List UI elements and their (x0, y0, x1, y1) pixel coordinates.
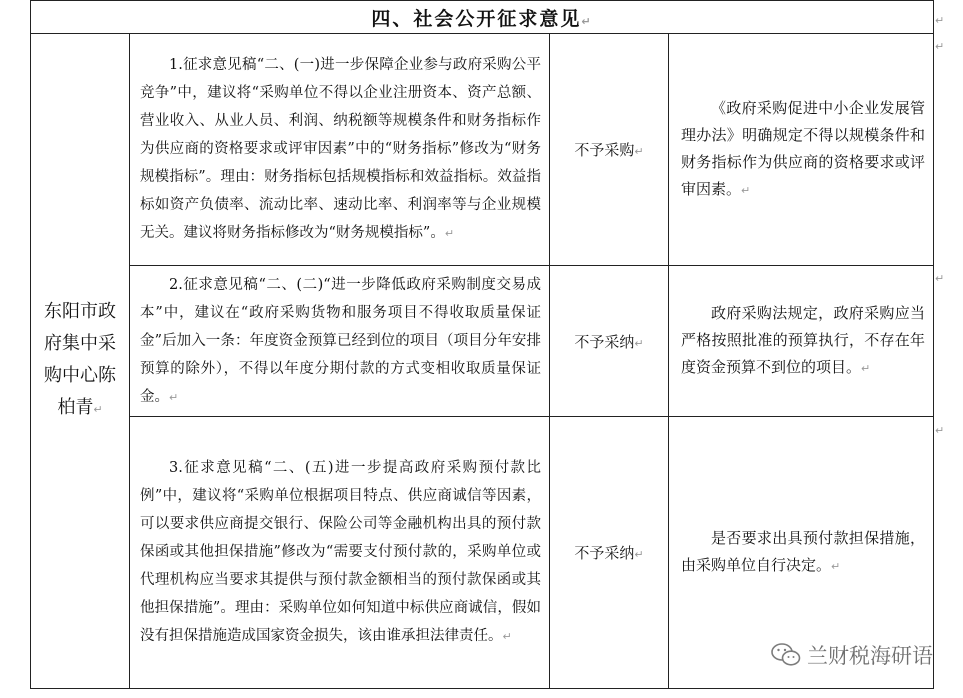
opinion-text: 2.征求意见稿“二、(二)“进一步降低政府采购制度交易成本”中，建议在“政府采购货物和服务项目不得收取质量保证金”后加入一条：年度资金预算已经到位的项目（项目分年安排预算的除外），不得以年度分期付款的方式变相收取质量保证金。 (140, 276, 541, 405)
verdict-cell (550, 34, 669, 266)
opinion-text: 3.征求意见稿“二、(五)进一步提高政府采购预付款比例”中，建议将“采购单位根据项目特点、供应商诚信等因素，可以要求供应商提交银行、保险公司等金融机构出具的预付款保函或其他担保措施”修改为“需要支付预付款的，采购单位或代理机构应当要求其提供与预付款金额相当的预付款保函或其他担保措施”。理由：采购单位如何知道中标供应商诚信，假如没有担保措施造成国家资金损失，该由谁承担法律责任。 (140, 460, 541, 644)
watermark (771, 640, 933, 670)
verdict-text: 不予采纳 (574, 332, 635, 351)
reason-text: 是否要求出具预付款担保措施，由采购单位自行决定。 (681, 529, 926, 574)
section-title-text: 四、社会公开征求意见 (371, 7, 582, 30)
section-title-row (31, 1, 934, 34)
opinion-table (30, 0, 934, 689)
watermark-text: 兰财税海研语 (807, 644, 933, 668)
paragraph-mark: ↵ (444, 227, 455, 240)
unit-name: 东阳市政府集中采购中心陈柏青 (44, 301, 116, 418)
verdict-text: 不予采纳 (574, 544, 635, 562)
paragraph-mark: ↵ (581, 14, 593, 28)
opinion-cell (130, 417, 550, 689)
reason-text: 政府采购法规定，政府采购应当严格按照批准的预算执行，不存在年度资金预算不到位的项目。 (681, 304, 926, 376)
paragraph-mark: ↵ (634, 336, 644, 350)
paragraph-mark: ↵ (831, 560, 841, 573)
paragraph-mark: ↵ (502, 630, 512, 643)
paragraph-mark: ↵ (93, 403, 103, 416)
row-end-mark: ↵ (935, 40, 945, 53)
row-end-mark: ↵ (935, 272, 945, 285)
row-end-mark: ↵ (935, 424, 945, 437)
table-row (31, 34, 934, 266)
row-end-mark: ↵ (935, 14, 945, 27)
section-title (31, 1, 934, 34)
verdict-text: 不予采购 (574, 141, 635, 159)
verdict-cell (550, 417, 669, 689)
reason-text: 《政府采购促进中小企业发展管理办法》明确规定不得以规模条件和财务指标作为供应商的资格要求或评审因素。 (681, 99, 926, 198)
paragraph-mark: ↵ (634, 548, 644, 561)
opinion-cell (130, 34, 550, 266)
opinion-cell (130, 266, 550, 417)
document-table-wrapper (30, 0, 933, 689)
opinion-text: 1.征求意见稿“二、(一)进一步保障企业参与政府采购公平竞争”中，建议将“采购单位不得以企业注册资本、资产总额、营业收入、从业人员、利润、纳税额等规模条件和财务指标作为供应商的资格要求或评审因素”中的“财务指标”修改为“财务规模指标”。理由：财务指标包括规模指标和效益指标。效益指标如资产负债率、流动比率、速动比率、利润率等与企业规模无关。建议将财务指标修改为“财务规模指标”。 (140, 57, 541, 241)
unit-cell (31, 34, 130, 689)
reason-cell (669, 34, 934, 266)
table-row (31, 266, 934, 417)
paragraph-mark: ↵ (634, 145, 644, 158)
paragraph-mark: ↵ (861, 362, 871, 375)
wechat-icon (771, 642, 801, 668)
reason-cell (669, 266, 934, 417)
paragraph-mark: ↵ (169, 390, 179, 404)
paragraph-mark: ↵ (741, 184, 751, 197)
verdict-cell (550, 266, 669, 417)
